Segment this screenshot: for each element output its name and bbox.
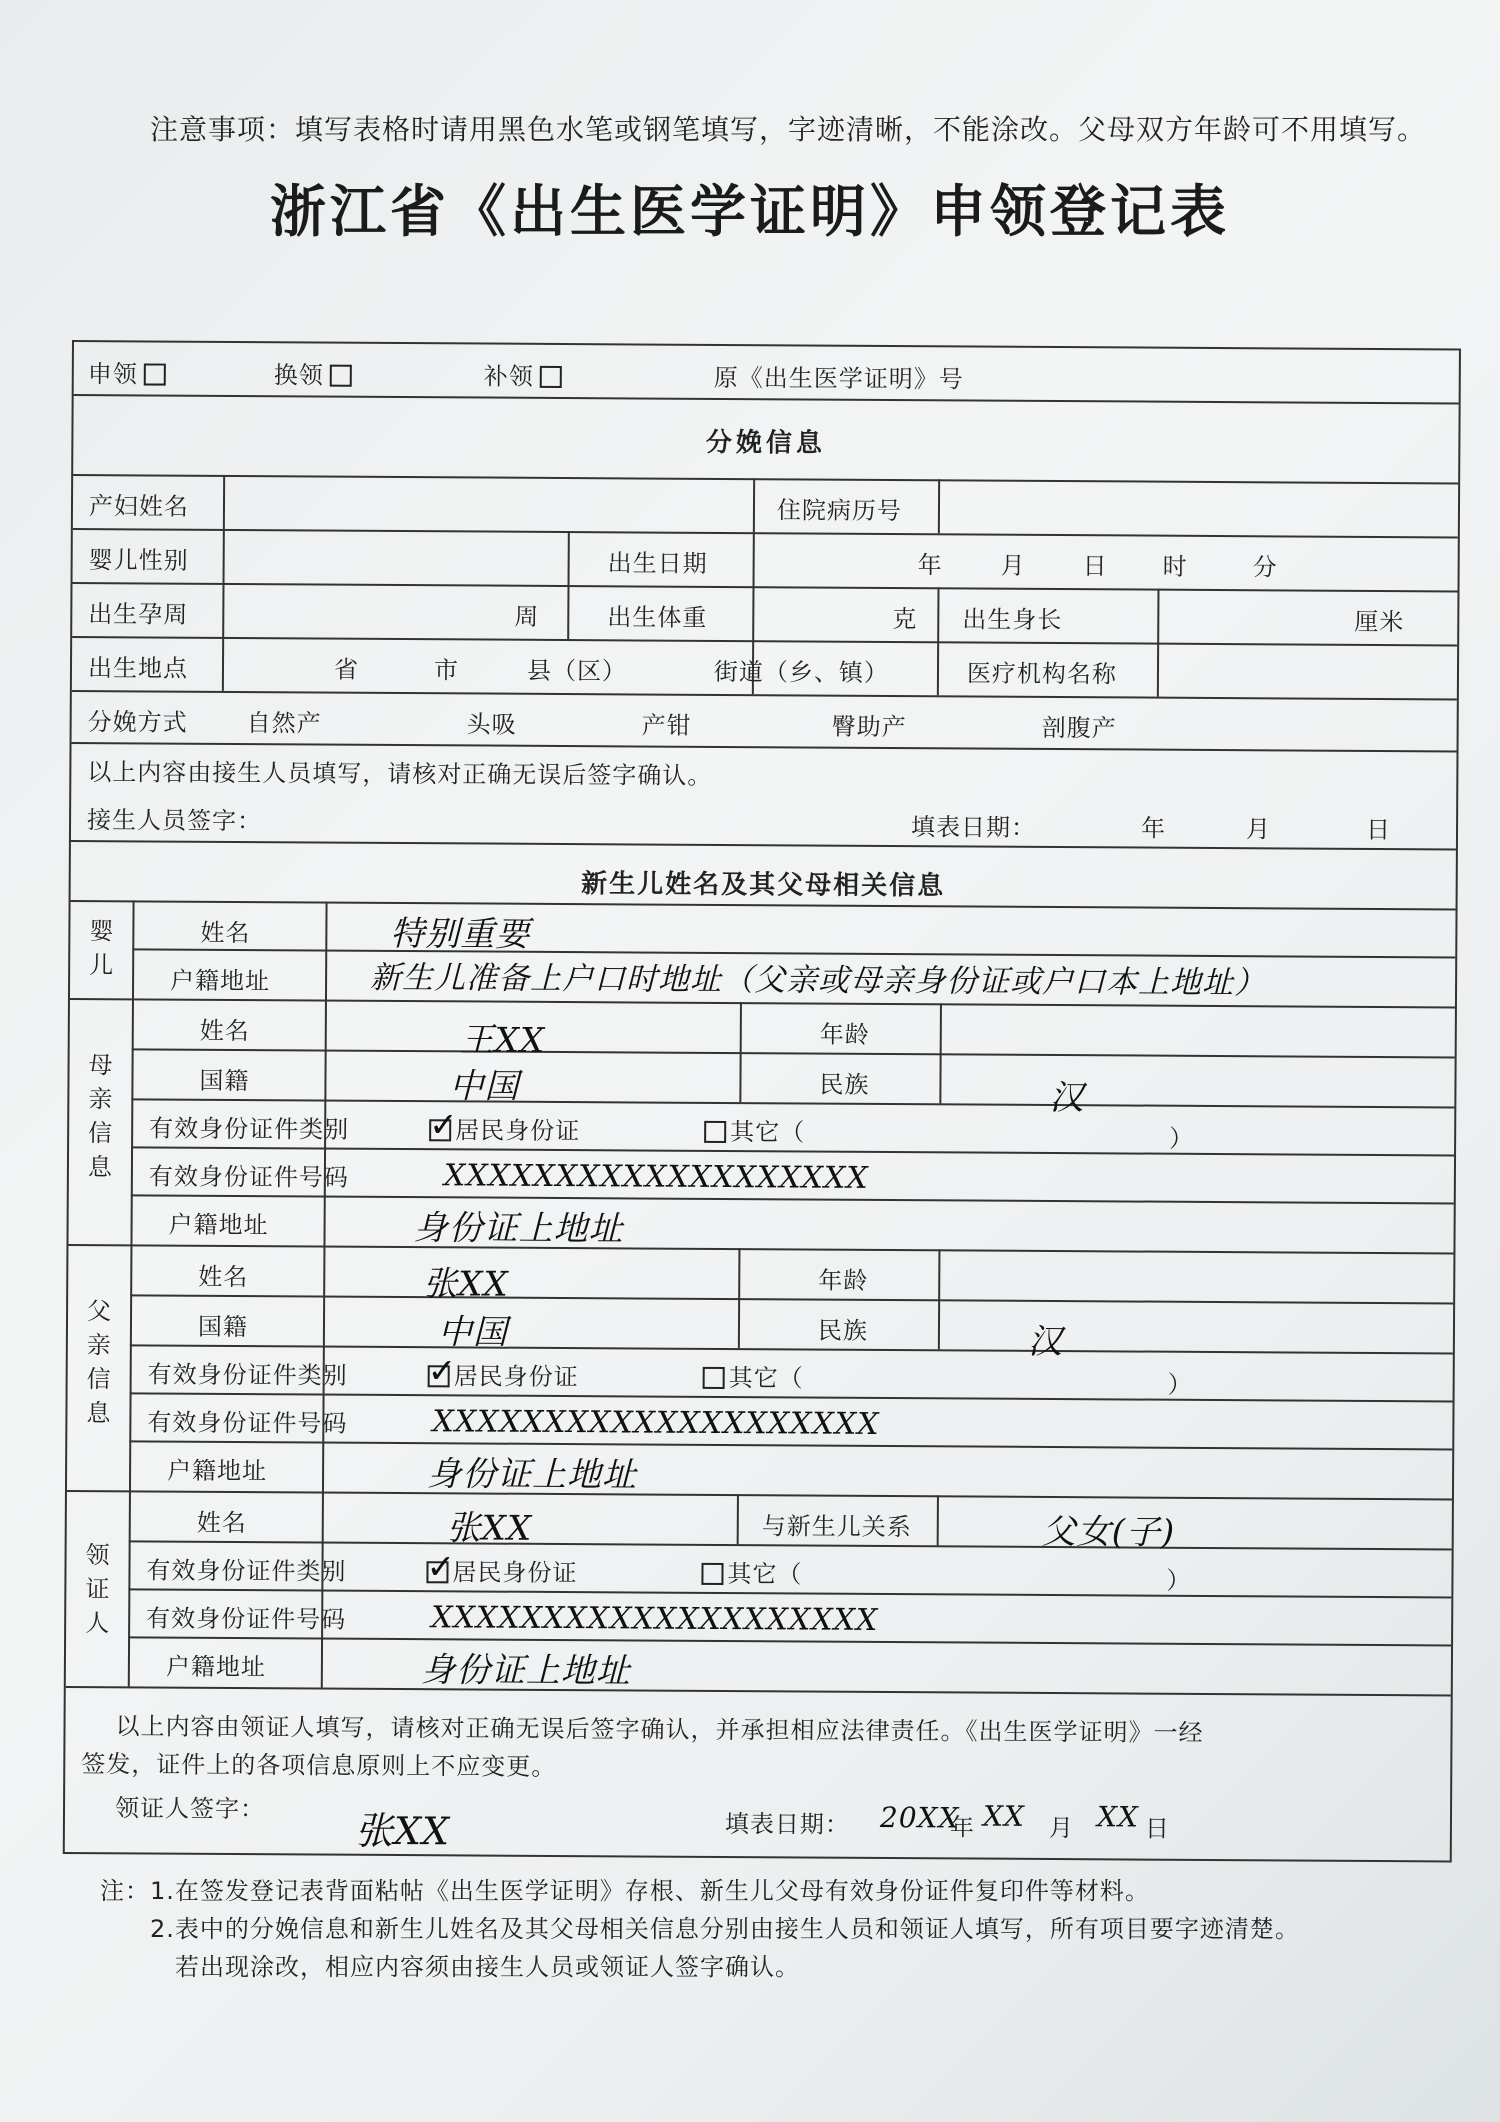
- row-line: [73, 474, 1458, 484]
- week-unit: 周: [514, 602, 540, 631]
- notice-text: 注意事项：填写表格时请用黑色水笔或钢笔填写，字迹清晰，不能涂改。父母双方年龄可不用填写。: [150, 113, 1427, 146]
- baby-name-value: 特别重要: [390, 913, 531, 955]
- gest-week-label: 出生孕周: [88, 600, 189, 629]
- col-line: [567, 531, 570, 639]
- agent-id-no-label: 有效身份证件号码: [146, 1604, 347, 1634]
- father-id-resident-option[interactable]: ✓ 居民身份证: [428, 1356, 579, 1392]
- col-line: [1157, 589, 1160, 697]
- place-unit-city: 市: [433, 656, 460, 685]
- father-nationality-value: 中国: [437, 1312, 509, 1353]
- father-nationality-label: 国籍: [197, 1312, 249, 1342]
- father-ethnicity-label: 民族: [817, 1316, 869, 1345]
- fill-unit-day: 日: [1365, 815, 1392, 845]
- footnote-1: 注：1.在签发登记表背面粘帖《出生医学证明》存根、新生儿父母有效身份证件复印件等材料。: [100, 1877, 1150, 1905]
- checkbox-icon[interactable]: [704, 1121, 726, 1143]
- birth-weight-label: 出生体重: [607, 603, 708, 632]
- row-line: [131, 1146, 1454, 1156]
- mother-address-value: 身份证上地址: [413, 1208, 624, 1250]
- date-unit-day: 日: [1082, 552, 1108, 581]
- birth-length-label: 出生身长: [962, 605, 1063, 635]
- mother-id-other-option[interactable]: 其它（: [704, 1112, 805, 1148]
- father-name-value: 张XX: [423, 1264, 509, 1305]
- row-line: [130, 1294, 1453, 1304]
- original-cert-no-label: 原《出生医学证明》号: [713, 363, 964, 394]
- birth-date-label: 出生日期: [607, 549, 708, 578]
- agent-name-value: 张XX: [446, 1508, 533, 1549]
- row-line: [72, 742, 1457, 752]
- agent-address-value: 身份证上地址: [420, 1650, 631, 1692]
- method-breech: 臀助产: [831, 712, 907, 742]
- fill-unit-year: 年: [1140, 814, 1167, 843]
- agent-fill-unit-day: 日: [1144, 1814, 1171, 1843]
- mother-group-label: 母亲信息: [87, 1051, 113, 1182]
- agent-sign-label: 领证人签字：: [114, 1794, 266, 1824]
- date-unit-month: 月: [1000, 551, 1026, 580]
- close-paren: ）: [1167, 1370, 1193, 1399]
- col-line: [937, 1495, 939, 1545]
- agent-fill-day: XX: [1096, 1800, 1139, 1834]
- col-line: [739, 1002, 742, 1102]
- agent-id-other-option[interactable]: 其它（: [701, 1554, 802, 1590]
- baby-address-value: 新生儿准备上户口时地址（父亲或母亲身份证或户口本上地址）: [369, 959, 1267, 1002]
- form-title: 浙江省《出生医学证明》申领登记表: [270, 179, 1230, 245]
- col-line: [737, 1494, 739, 1544]
- row-line: [128, 1636, 1451, 1646]
- agent-fill-month: XX: [982, 1799, 1025, 1833]
- baby-name-label: 姓名: [200, 918, 251, 948]
- agent-group-label: 领证人: [85, 1541, 110, 1638]
- agent-fill-unit-year: 年: [949, 1813, 976, 1842]
- footnote-2: 2.表中的分娩信息和新生儿姓名及其父母相关信息分别由接生人员和领证人填写，所有项目要字迹清楚。: [150, 1915, 1300, 1943]
- place-unit-street: 街道（乡、镇）: [713, 657, 890, 687]
- mother-nationality-label: 国籍: [199, 1066, 250, 1096]
- row-line: [131, 1098, 1454, 1108]
- agent-fill-date-label: 填表日期：: [724, 1810, 851, 1839]
- col-line: [939, 1003, 942, 1103]
- weight-unit: 克: [892, 605, 918, 634]
- father-id-other-option[interactable]: 其它（: [703, 1358, 804, 1394]
- baby-address-label: 户籍地址: [170, 966, 271, 996]
- method-natural: 自然产: [246, 709, 322, 738]
- place-unit-county: 县（区）: [526, 656, 628, 686]
- footnote-3: 若出现涂改，相应内容须由接生人员或领证人签字确认。: [175, 1953, 800, 1981]
- mother-id-no-value: XXXXXXXXXXXXXXXXXXX: [443, 1158, 869, 1196]
- agent-relation-value: 父女(子): [1041, 1511, 1176, 1553]
- mother-address-label: 户籍地址: [168, 1210, 269, 1240]
- row-line: [72, 636, 1457, 646]
- col-line: [937, 587, 940, 695]
- mother-id-no-label: 有效身份证件号码: [148, 1162, 349, 1192]
- method-cesarean: 剖腹产: [1041, 713, 1117, 743]
- midwife-sign-label: 接生人员签字：: [86, 806, 263, 836]
- col-line: [128, 900, 135, 1686]
- place-unit-province: 省: [333, 655, 360, 684]
- row-line: [66, 1686, 1451, 1696]
- date-unit-minute: 分: [1252, 553, 1278, 582]
- agent-id-type-label: 有效身份证件类别: [146, 1556, 347, 1586]
- delivery-confirm-text: 以上内容由接生人员填写，请核对正确无误后签字确认。: [87, 758, 713, 790]
- father-id-type-label: 有效身份证件类别: [147, 1360, 348, 1390]
- mother-ethnicity-value: 汉: [1049, 1077, 1085, 1119]
- agent-id-resident-option[interactable]: ✓ 居民身份证: [426, 1552, 577, 1588]
- row-line: [129, 1540, 1452, 1550]
- family-section-title: 新生儿姓名及其父母相关信息: [581, 869, 946, 902]
- mother-age-label: 年龄: [819, 1020, 870, 1049]
- col-line: [738, 1248, 741, 1348]
- close-paren: ）: [1169, 1124, 1195, 1153]
- mother-ethnicity-label: 民族: [819, 1070, 870, 1099]
- father-address-label: 户籍地址: [167, 1456, 268, 1486]
- agent-id-no-value: XXXXXXXXXXXXXXXXXXXX: [431, 1600, 879, 1638]
- registration-table: [63, 340, 1461, 1862]
- col-line: [938, 479, 940, 533]
- row-line: [128, 1588, 1451, 1598]
- agent-fill-unit-month: 月: [1048, 1813, 1075, 1843]
- row-line: [130, 1344, 1453, 1354]
- father-id-no-label: 有效身份证件号码: [147, 1408, 348, 1438]
- date-unit-hour: 时: [1162, 552, 1188, 581]
- checkbox-icon[interactable]: [703, 1367, 725, 1389]
- row-line: [132, 1048, 1455, 1058]
- father-age-label: 年龄: [818, 1266, 869, 1295]
- delivery-method-label: 分娩方式: [87, 708, 188, 737]
- reissue-checkbox-label[interactable]: 补领: [484, 357, 562, 392]
- row-line: [67, 1490, 1452, 1500]
- date-unit-year: 年: [917, 551, 943, 580]
- agent-signature: 张XX: [354, 1808, 451, 1854]
- mother-id-type-label: 有效身份证件类别: [149, 1114, 350, 1144]
- father-name-label: 姓名: [198, 1262, 249, 1292]
- row-line: [131, 1194, 1454, 1204]
- checkbox-checked-icon[interactable]: [428, 1365, 450, 1387]
- row-line: [72, 690, 1457, 700]
- agent-confirm-line1: 以上内容由领证人填写，请核对正确无误后签字确认，并承担相应法律责任。《出生医学证明》一经: [115, 1712, 1204, 1747]
- checkbox-checked-icon[interactable]: [429, 1119, 451, 1141]
- apply-checkbox-label[interactable]: 申领: [88, 354, 166, 389]
- agent-address-label: 户籍地址: [165, 1652, 266, 1682]
- exchange-checkbox[interactable]: [330, 365, 352, 387]
- baby-sex-label: 婴儿性别: [88, 546, 189, 575]
- mother-name-label: 姓名: [199, 1016, 250, 1046]
- baby-group-label: 婴儿: [89, 917, 114, 980]
- fill-unit-month: 月: [1245, 815, 1272, 844]
- reissue-checkbox[interactable]: [540, 366, 562, 388]
- row-line: [74, 394, 1459, 404]
- mother-name-label: 产妇姓名: [88, 492, 190, 521]
- apply-checkbox[interactable]: [144, 363, 166, 385]
- checkbox-icon[interactable]: [701, 1563, 723, 1585]
- mother-nationality-value: 中国: [449, 1066, 520, 1107]
- father-group-label: 父亲信息: [86, 1297, 112, 1428]
- agent-fill-year: 20XX: [879, 1800, 960, 1835]
- agent-name-label: 姓名: [196, 1508, 247, 1538]
- birth-place-label: 出生地点: [87, 654, 189, 683]
- father-address-value: 身份证上地址: [426, 1454, 638, 1496]
- row-line: [130, 1392, 1453, 1402]
- exchange-checkbox-label[interactable]: 换领: [274, 355, 352, 390]
- delivery-section-title: 分娩信息: [705, 427, 826, 459]
- delivery-fill-date-label: 填表日期：: [910, 813, 1037, 842]
- father-ethnicity-value: 汉: [1027, 1321, 1064, 1363]
- close-paren: ）: [1166, 1566, 1192, 1595]
- institution-label: 医疗机构名称: [966, 659, 1118, 689]
- mother-id-resident-option[interactable]: ✓ 居民身份证: [429, 1110, 580, 1146]
- length-unit: 厘米: [1354, 607, 1405, 637]
- father-id-no-value: XXXXXXXXXXXXXXXXXXXX: [432, 1404, 880, 1442]
- agent-confirm-line2: 签发，证件上的各项信息原则上不应变更。: [81, 1750, 557, 1781]
- agent-relation-label: 与新生儿关系: [761, 1512, 912, 1542]
- row-line: [129, 1440, 1452, 1450]
- mother-name-value: 王XX: [459, 1020, 546, 1061]
- method-vacuum: 头吸: [466, 710, 517, 739]
- method-forceps: 产钳: [641, 711, 692, 740]
- checkbox-checked-icon[interactable]: [426, 1561, 448, 1583]
- row-line: [73, 582, 1458, 592]
- col-line: [753, 478, 755, 532]
- footnotes: [100, 1872, 1300, 1986]
- row-line: [68, 1244, 1453, 1254]
- col-line: [938, 1249, 941, 1349]
- record-no-label: 住院病历号: [776, 496, 903, 526]
- row-line: [73, 528, 1458, 538]
